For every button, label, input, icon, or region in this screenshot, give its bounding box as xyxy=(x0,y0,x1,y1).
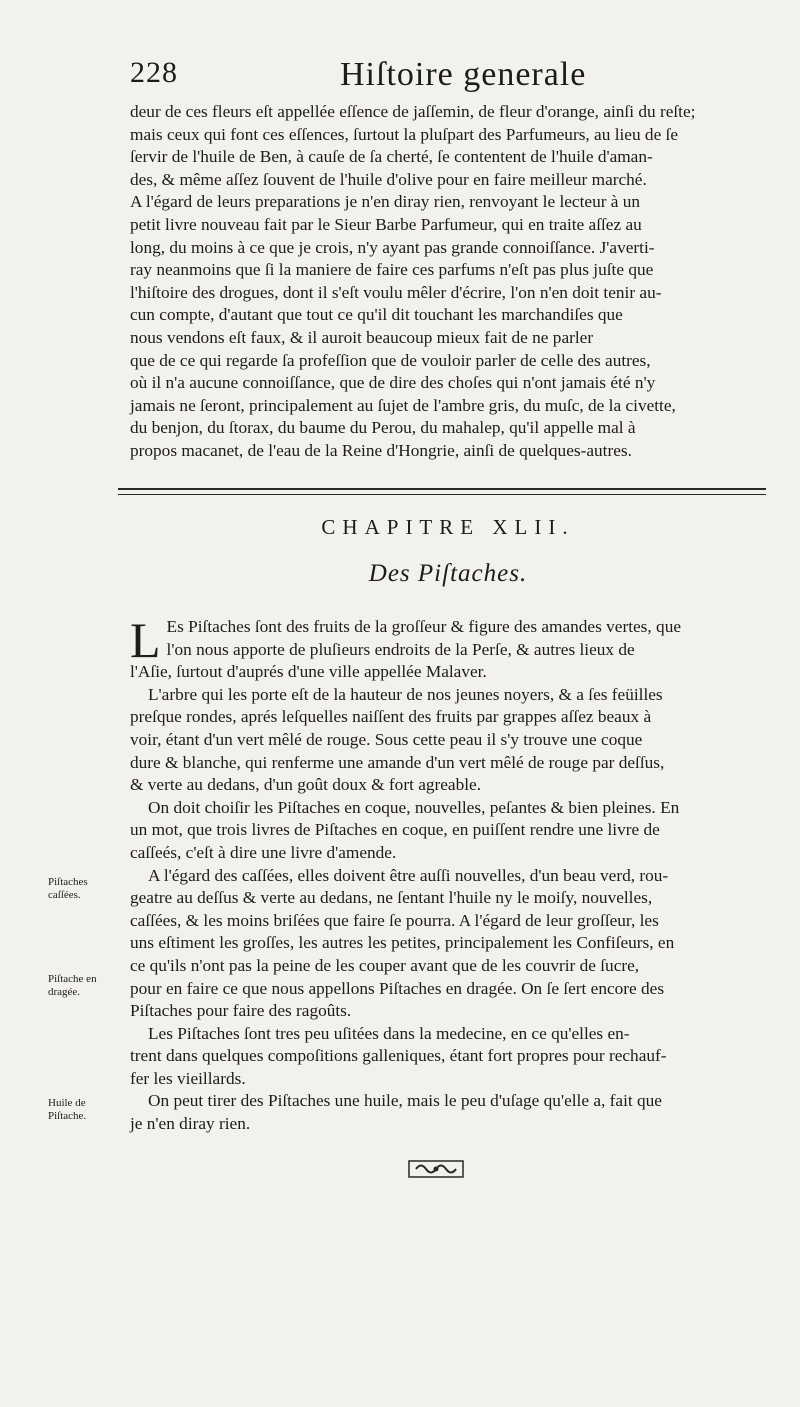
text-line: fer les vieillards. xyxy=(130,1068,246,1088)
text-line: nous vendons eſt faux, & il auroit beaucoup mieux fait de ne parler xyxy=(130,327,594,347)
text-line: & verte au dedans, d'un goût doux & fort agreable. xyxy=(130,775,482,795)
text-line: uns eſtiment les groſſes, les autres les petites, principalement les Confiſeurs, en xyxy=(130,933,675,953)
text-line: mais ceux qui font ces eſſences, ſurtout la pluſpart des Parfumeurs, au lieu de ſe xyxy=(130,124,679,144)
chapter-heading: CHAPITRE XLII. xyxy=(321,515,575,539)
text-line: l'on nous apporte de pluſieurs endroits de la Perſe, & autres lieux de xyxy=(166,639,635,659)
margin-note xyxy=(48,973,126,999)
margin-note xyxy=(48,876,126,902)
chapter-body xyxy=(130,612,766,1136)
text-line: trent dans quelques compoſitions galleniques, étant fort propres pour rechauf- xyxy=(130,1046,667,1066)
margin-note xyxy=(48,1097,126,1123)
chapter-title: Des Piſtaches. xyxy=(368,560,528,587)
text-line: Es Piſtaches ſont des fruits de la groſſeur & figure des amandes vertes, que xyxy=(166,617,682,636)
margin-note-line: dragée. xyxy=(48,986,81,998)
text-line: cun compte, d'autant que tout ce qu'il dit touchant les marchandiſes que xyxy=(130,305,623,325)
text-line: ce qu'ils n'ont pas la peine de les couper avant que de les couvrir de ſucre, xyxy=(130,955,640,975)
text-line: du benjon, du ſtorax, du baume du Perou, du mahalep, qu'il appelle mal à xyxy=(130,418,636,438)
text-line: long, du moins à ce que je crois, n'y ayant pas grande connoiſſance. J'averti- xyxy=(130,237,655,257)
text-line: deur de ces fleurs eſt appellée eſſence de jaſſemin, de fleur d'orange, ainſi du reſte; xyxy=(130,102,696,121)
text-line: l'hiſtoire des drogues, dont il s'eſt voulu mêler d'écrire, l'on n'en doit tenir au- xyxy=(130,282,662,302)
text-line: l'Aſie, ſurtout d'auprés d'une ville appellée Malaver. xyxy=(130,662,487,682)
text-line: Les Piſtaches ſont tres peu uſitées dans la medecine, en ce qu'elles en- xyxy=(148,1023,630,1043)
text-line: preſque rondes, aprés leſquelles naiſſent des fruits par grappes aſſez beaux à xyxy=(130,707,652,727)
text-line: L'arbre qui les porte eſt de la hauteur de nos jeunes noyers, & a ſes feüilles xyxy=(148,684,663,704)
text-line: caſſeés, c'eſt à dire une livre d'amende. xyxy=(130,842,397,862)
drop-cap: L xyxy=(130,612,161,668)
margin-note-line: Huile de xyxy=(48,1097,86,1109)
intro-text xyxy=(130,101,766,463)
section-divider xyxy=(118,488,766,495)
margin-note-line: Piſtache. xyxy=(48,1110,87,1122)
text-line: voir, étant d'un vert mêlé de rouge. Sous cette peau il s'y trouve une coque xyxy=(130,729,643,749)
margin-note-line: Piſtache en xyxy=(48,973,97,985)
text-line: ray neanmoins que ſi la maniere de faire ces parfums n'eſt pas plus juſte que xyxy=(130,260,654,280)
paragraph xyxy=(130,684,766,797)
text-line: je n'en diray rien. xyxy=(130,1114,251,1134)
paragraph xyxy=(130,865,766,1023)
text-line: ſervir de l'huile de Ben, à cauſe de ſa cherté, ſe contentent de l'huile d'aman- xyxy=(130,147,653,167)
text-line: On doit choiſir les Piſtaches en coque, nouvelles, peſantes & bien pleines. En xyxy=(148,797,680,817)
text-line: On peut tirer des Piſtaches une huile, mais le peu d'uſage qu'elle a, fait que xyxy=(148,1091,662,1111)
page-header xyxy=(130,56,760,100)
text-line: A l'égard de leurs preparations je n'en diray rien, renvoyant le lecteur à un xyxy=(130,192,641,212)
running-title: Hiſtoire generale xyxy=(340,56,587,93)
page-number: 228 xyxy=(130,56,178,89)
paragraph xyxy=(130,612,766,684)
text-line: pour en faire ce que nous appellons Piſtaches en dragée. On ſe ſert encore des xyxy=(130,978,665,998)
paragraph xyxy=(130,1090,766,1135)
fleuron-ornament-icon xyxy=(408,1158,464,1180)
text-line: dure & blanche, qui renferme une amande d'un vert mêlé de rouge par deſſus, xyxy=(130,752,665,772)
paragraph xyxy=(130,797,766,865)
text-line: propos macanet, de l'eau de la Reine d'Hongrie, ainſi de quelques-autres. xyxy=(130,440,632,460)
paragraph xyxy=(130,1023,766,1091)
text-line: jamais ne ſeront, principalement au ſujet de l'ambre gris, du muſc, de la civette, xyxy=(130,395,676,415)
text-line: petit livre nouveau fait par le Sieur Barbe Parfumeur, qui en traite aſſez au xyxy=(130,214,642,234)
margin-note-line: caſſées. xyxy=(48,889,81,901)
text-line: des, & même aſſez ſouvent de l'huile d'olive pour en faire meilleur marché. xyxy=(130,169,647,189)
text-line: un mot, que trois livres de Piſtaches en coque, en puiſſent rendre une livre de xyxy=(130,820,660,840)
text-line: que de ce qui regarde ſa profeſſion que de vouloir parler de celle des autres, xyxy=(130,350,651,370)
text-line: A l'égard des caſſées, elles doivent être auſſi nouvelles, d'un beau verd, rou- xyxy=(148,865,669,885)
margin-note-line: Piſtaches xyxy=(48,876,88,888)
text-line: caſſées, & les moins briſées que faire ſe pourra. A l'égard de leur groſſeur, les xyxy=(130,910,659,930)
text-line: Piſtaches pour faire des ragoûts. xyxy=(130,1001,352,1021)
text-line: où il n'a aucune connoiſſance, que de dire des choſes qui n'ont jamais été n'y xyxy=(130,373,656,393)
text-line: geatre au deſſus & verte au dedans, ne ſentant l'huile ny le moiſy, nouvelles, xyxy=(130,888,653,908)
